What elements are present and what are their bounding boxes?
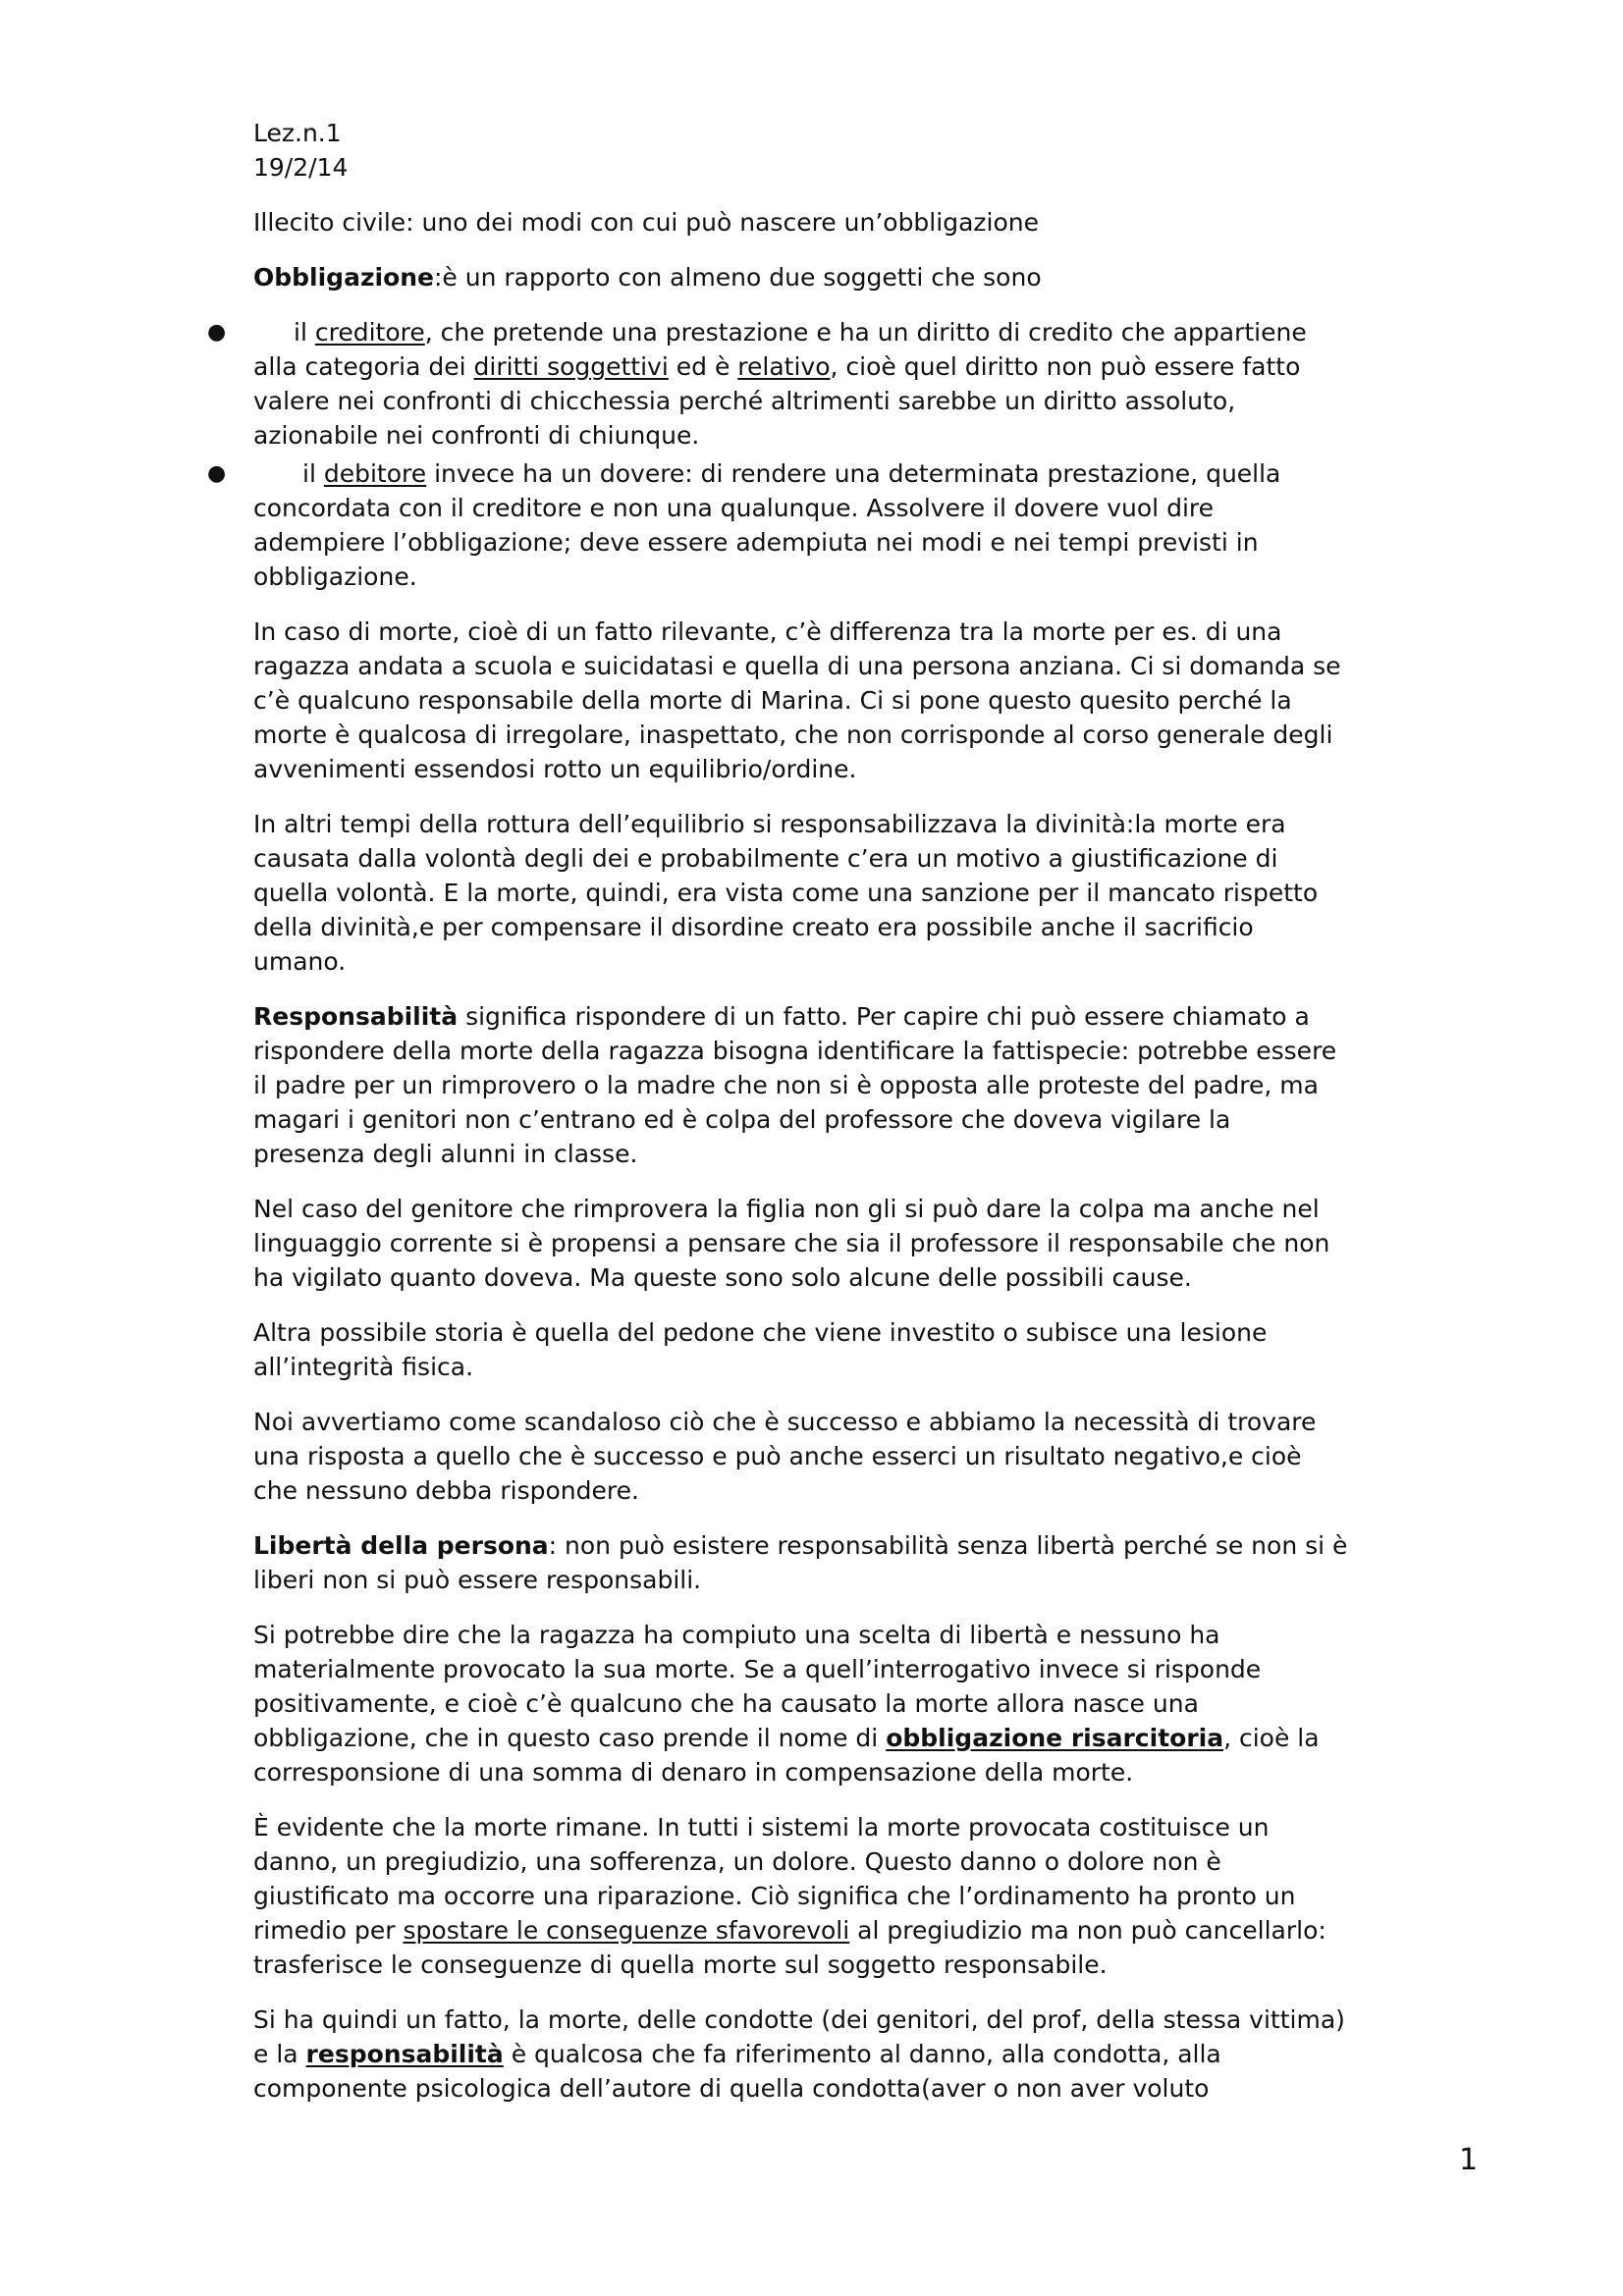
text-line	[253, 807, 1530, 841]
bold-term: Responsabilità	[253, 1002, 459, 1031]
text-line	[253, 1686, 1530, 1721]
paragraph	[253, 2002, 1530, 2106]
text-segment: valere nei confronti di chicchessia perché altrimenti sarebbe un diritto assoluto,	[253, 387, 1236, 415]
text-line	[253, 1034, 1530, 1068]
text-segment: Illecito civile: uno dei modi con cui può nascere un’obbligazione	[253, 208, 1039, 237]
text-segment: In altri tempi della rottura dell’equilibrio si responsabilizzava la divinità:la morte era	[253, 810, 1286, 838]
paragraph	[253, 807, 1530, 979]
underlined-term: debitore	[323, 459, 427, 488]
text-segment: avvenimenti essendosi rotto un equilibrio/ordine.	[253, 755, 857, 783]
text-segment: danno, un pregiudizio, una sofferenza, un dolore. Questo danno o dolore non è	[253, 1847, 1221, 1876]
text-segment: alla categoria dei	[253, 352, 474, 381]
text-line	[253, 614, 1530, 649]
bullet-item	[207, 456, 1530, 594]
text-line	[253, 1315, 1530, 1350]
text-segment: Nel caso del genitore che rimprovera la figlia non gli si può dare la colpa ma anche nel	[253, 1195, 1320, 1223]
text-line	[253, 2071, 1530, 2106]
text-segment: azionabile nei confronti di chiunque.	[253, 421, 700, 450]
text-line	[253, 1721, 1530, 1755]
text-segment: invece ha un dovere: di rendere una determinata prestazione, quella	[426, 459, 1281, 488]
paragraph	[253, 614, 1530, 786]
text-line	[253, 2037, 1530, 2071]
text-segment: della divinità,e per compensare il disordine creato era possibile anche il sacrificio	[253, 913, 1254, 941]
text-segment: ed è	[668, 352, 738, 381]
text-segment: presenza degli alunni in classe.	[253, 1140, 638, 1168]
text-segment: concordata con il creditore e non una qualunque. Assolvere il dovere vuol dire	[253, 494, 1215, 522]
underlined-term: spostare le conseguenze sfavorevoli	[403, 1916, 850, 1945]
text-line	[253, 649, 1530, 683]
text-line	[253, 1618, 1530, 1652]
text-segment: magari i genitori non c’entrano ed è colpa del professore che doveva vigilare la	[253, 1105, 1231, 1134]
bold-term: obbligazione risarcitoria	[886, 1724, 1224, 1752]
paragraph	[253, 1618, 1530, 1789]
text-segment: trasferisce le conseguenze di quella morte sul soggetto responsabile.	[253, 1950, 1108, 1979]
text-segment: È evidente che la morte rimane. In tutti i sistemi la morte provocata costituisce un	[253, 1813, 1270, 1842]
paragraph	[253, 205, 1530, 240]
text-line	[253, 418, 1530, 453]
text-line	[253, 1102, 1530, 1137]
text-line	[253, 1913, 1530, 1948]
underlined-term: creditore	[314, 318, 425, 347]
text-segment: causata dalla volontà degli dei e probabilmente c’era un motivo a giustificazione di	[253, 844, 1278, 873]
text-segment: corresponsione di una somma di denaro in compensazione della morte.	[253, 1758, 1134, 1787]
paragraph	[253, 1315, 1530, 1384]
text-line	[253, 718, 1530, 752]
text-segment: il	[302, 459, 324, 488]
text-line	[253, 260, 1530, 294]
text-line	[253, 2002, 1530, 2037]
text-line	[253, 1810, 1530, 1844]
text-segment: ragazza andata a scuola e suicidatasi e quella di una persona anziana. Ci si domanda se	[253, 652, 1341, 680]
text-segment: liberi non si può essere responsabili.	[253, 1566, 702, 1594]
text-line	[253, 876, 1530, 910]
text-segment: è qualcosa che fa riferimento al danno, alla condotta, alla	[503, 2040, 1221, 2068]
text-line	[253, 1226, 1530, 1260]
text-segment: c’è qualcuno responsabile della morte di Marina. Ci si pone questo quesito perché la	[253, 686, 1292, 715]
text-segment: che nessuno debba rispondere.	[253, 1476, 639, 1505]
underlined-term: diritti soggettivi	[473, 352, 669, 381]
text-line	[253, 910, 1530, 944]
text-segment: Lez.n.1	[253, 119, 342, 147]
text-line	[253, 1192, 1530, 1226]
text-segment: umano.	[253, 947, 347, 976]
text-segment: materialmente provocato la sua morte. Se a quell’interrogativo invece si risponde	[253, 1655, 1262, 1683]
bold-term: Libertà della persona	[253, 1531, 549, 1560]
paragraph	[253, 1405, 1530, 1508]
text-segment: rispondere della morte della ragazza bisogna identificare la fattispecie: potrebbe essere	[253, 1037, 1337, 1065]
text-segment: , cioè la	[1223, 1724, 1320, 1752]
text-segment: significa rispondere di un fatto. Per capire chi può essere chiamato a	[458, 1002, 1310, 1031]
text-line	[253, 1439, 1530, 1473]
text-segment: giustificato ma occorre una riparazione. Ciò significa che l’ordinamento ha pronto un	[253, 1882, 1296, 1910]
text-segment: e la	[253, 2040, 306, 2068]
text-line	[253, 1755, 1530, 1789]
text-line	[253, 1879, 1530, 1913]
text-line	[253, 1068, 1530, 1102]
text-line	[253, 1652, 1530, 1686]
text-line	[253, 560, 1530, 594]
underlined-term: relativo	[737, 352, 831, 381]
bold-term: Obbligazione	[253, 263, 434, 292]
text-line	[253, 1260, 1530, 1295]
bullet-icon: ●	[207, 320, 227, 345]
text-segment: il	[294, 318, 315, 347]
text-segment: una risposta a quello che è successo e può anche esserci un risultato negativo,e cioè	[253, 1442, 1302, 1470]
text-line	[253, 1528, 1530, 1563]
text-line	[253, 525, 1530, 560]
paragraph	[253, 1192, 1530, 1295]
text-segment: Noi avvertiamo come scandaloso ciò che è successo e abbiamo la necessità di trovare	[253, 1408, 1317, 1436]
text-segment: all’integrità fisica.	[253, 1353, 474, 1381]
text-segment: Si potrebbe dire che la ragazza ha compiuto una scelta di libertà e nessuno ha	[253, 1621, 1220, 1649]
text-line	[253, 752, 1530, 786]
text-segment: , cioè quel diritto non può essere fatto	[830, 352, 1301, 381]
text-segment: Si ha quindi un fatto, la morte, delle condotte (dei genitori, del prof, della stessa vittima)	[253, 2005, 1345, 2034]
text-segment: obbligazione, che in questo caso prende il nome di	[253, 1724, 887, 1752]
text-line	[253, 1844, 1530, 1879]
text-line	[253, 1350, 1530, 1384]
text-line	[253, 1473, 1530, 1508]
bullet-icon: ●	[207, 461, 227, 486]
text-segment: morte è qualcosa di irregolare, inaspettato, che non corrisponde al corso generale degli	[253, 721, 1333, 749]
paragraph	[253, 1528, 1530, 1597]
document-body	[207, 116, 1530, 2106]
text-segment: adempiere l’obbligazione; deve essere adempiuta nei modi e nei tempi previsti in	[253, 528, 1259, 557]
text-line	[253, 1137, 1530, 1171]
text-segment: , che pretende una prestazione e ha un diritto di credito che appartiene	[424, 318, 1307, 347]
text-segment: : non può esistere responsabilità senza libertà perché se non si è	[548, 1531, 1348, 1560]
paragraph	[253, 1810, 1530, 1982]
text-segment: il padre per un rimprovero o la madre che non si è opposta alle proteste del padre, ma	[253, 1071, 1319, 1099]
text-line	[253, 491, 1530, 525]
text-line	[207, 456, 1530, 491]
text-line	[253, 116, 1530, 150]
text-line	[253, 349, 1530, 384]
text-segment: ha vigilato quanto doveva. Ma queste sono solo alcune delle possibili cause.	[253, 1263, 1192, 1292]
text-segment: al pregiudizio ma non può cancellarlo:	[849, 1916, 1326, 1945]
text-line	[253, 384, 1530, 418]
text-segment: quella volontà. E la morte, quindi, era vista come una sanzione per il mancato rispetto	[253, 879, 1319, 907]
paragraph	[253, 999, 1530, 1171]
text-segment: linguaggio corrente si è propensi a pensare che sia il professore il responsabile che non	[253, 1229, 1330, 1257]
text-line	[253, 1563, 1530, 1597]
text-segment: Altra possibile storia è quella del pedone che viene investito o subisce una lesione	[253, 1318, 1268, 1347]
text-segment: positivamente, e cioè c’è qualcuno che ha causato la morte allora nasce una	[253, 1689, 1199, 1718]
text-line	[253, 999, 1530, 1034]
text-line	[253, 683, 1530, 718]
bullet-item	[207, 315, 1530, 453]
text-segment: :è un rapporto con almeno due soggetti che sono	[434, 263, 1042, 292]
text-segment: obbligazione.	[253, 562, 417, 591]
bold-term: responsabilità	[305, 2040, 504, 2068]
paragraph	[253, 116, 1530, 185]
text-line	[253, 1948, 1530, 1982]
page-number: 1	[1459, 2143, 1479, 2177]
text-line	[253, 1405, 1530, 1439]
text-line	[253, 841, 1530, 876]
text-line	[253, 205, 1530, 240]
paragraph	[253, 260, 1530, 294]
text-line	[253, 150, 1530, 185]
text-segment: 19/2/14	[253, 153, 349, 182]
text-line	[207, 315, 1530, 349]
text-segment: componente psicologica dell’autore di quella condotta(aver o non aver voluto	[253, 2074, 1210, 2103]
text-line	[253, 944, 1530, 979]
text-segment: rimedio per	[253, 1916, 404, 1945]
text-segment: In caso di morte, cioè di un fatto rilevante, c’è differenza tra la morte per es. di una	[253, 617, 1282, 646]
